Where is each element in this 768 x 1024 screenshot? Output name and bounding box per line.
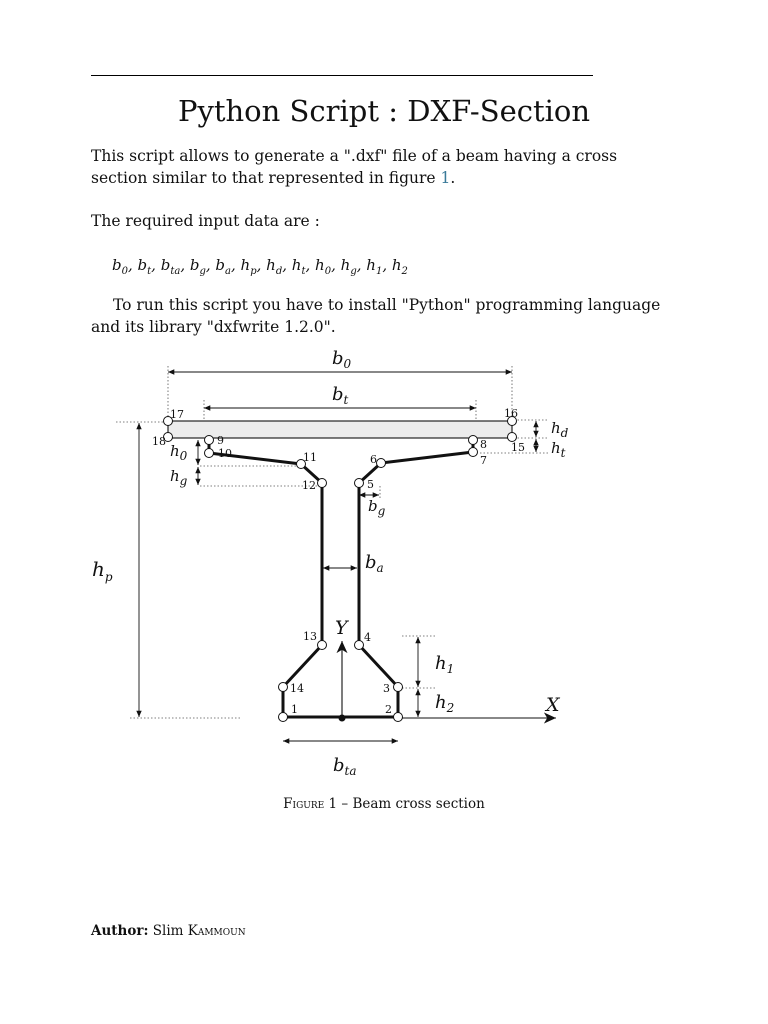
variable-subscript: 0 bbox=[121, 266, 128, 277]
variable-base: b bbox=[160, 256, 171, 274]
dim-label-hd: $h_d$ bbox=[551, 419, 569, 440]
variable-base: h bbox=[340, 256, 351, 274]
node-label: 18 bbox=[152, 435, 166, 448]
node-label: 17 bbox=[170, 408, 184, 421]
dim-label-bg: $b_g$ bbox=[368, 497, 386, 518]
variable-subscript: 2 bbox=[401, 266, 408, 277]
variable-base: h bbox=[291, 256, 302, 274]
dim-label-ht: $h_t$ bbox=[551, 439, 566, 460]
node-label: 2 bbox=[385, 703, 392, 716]
node-6 bbox=[377, 459, 386, 468]
page-title: Python Script : DXF-Section bbox=[177, 94, 591, 128]
variable-subscript: t bbox=[147, 266, 152, 277]
node-12 bbox=[318, 479, 327, 488]
node-label: 9 bbox=[217, 434, 224, 447]
variable-subscript: t bbox=[301, 266, 306, 277]
node-2 bbox=[394, 713, 403, 722]
dim-label-hg: $h_g$ bbox=[170, 467, 188, 488]
node-label: 5 bbox=[367, 478, 374, 491]
author-first-name: Slim bbox=[152, 923, 184, 939]
node-label: 4 bbox=[364, 631, 371, 644]
section-nodes bbox=[164, 417, 517, 722]
y-axis-label: Y bbox=[335, 617, 348, 639]
figure-caption-label: Figure 1 bbox=[283, 796, 338, 812]
dim-label-ba: $b_a$ bbox=[365, 552, 384, 575]
variable-subscript: d bbox=[275, 266, 283, 277]
dim-label-hp: $h_p$ bbox=[92, 557, 113, 584]
variable-base: h bbox=[240, 256, 251, 274]
dim-label-bt: $b_t$ bbox=[332, 384, 349, 407]
variable-subscript: ta bbox=[170, 266, 181, 277]
node-13 bbox=[318, 641, 327, 650]
variable-base: b bbox=[189, 256, 200, 274]
node-label: 13 bbox=[303, 630, 317, 643]
input-variable-list: $b_0$, $b_t$, $b_{ta}$, $b_g$, $b_a$, $h_p$, $h_d$, $h_t$, $h_0$, $h_g$, $h_1$, $h_2$ bbox=[112, 256, 408, 277]
variable-base: h bbox=[366, 256, 376, 274]
figure-reference-link[interactable]: 1 bbox=[440, 169, 451, 187]
node-1 bbox=[279, 713, 288, 722]
required-input-heading: The required input data are : bbox=[91, 212, 320, 230]
dim-label-h1: $h_1$ bbox=[435, 653, 455, 676]
node-label: 7 bbox=[480, 454, 487, 467]
node-label: 16 bbox=[504, 407, 518, 420]
node-label: 11 bbox=[303, 451, 317, 464]
variable-subscript: a bbox=[225, 266, 231, 277]
x-axis-label: X bbox=[546, 694, 560, 716]
run-instructions: To run this script you have to install "Python" programming language and its library "dxfwrite 1.2.0". bbox=[91, 296, 661, 336]
node-9 bbox=[205, 436, 214, 445]
variable-base: b bbox=[112, 256, 122, 274]
node-4 bbox=[355, 641, 364, 650]
variable-subscript: g bbox=[199, 266, 206, 277]
variable-base: b bbox=[215, 256, 226, 274]
node-label: 14 bbox=[290, 682, 304, 695]
dim-label-bta: $b_{ta}$ bbox=[333, 755, 357, 778]
node-label: 6 bbox=[370, 453, 377, 466]
variable-subscript: 1 bbox=[375, 266, 383, 277]
author-label: Author: bbox=[91, 923, 149, 939]
node-label: 8 bbox=[480, 438, 487, 451]
node-label: 1 bbox=[291, 703, 298, 716]
origin-point bbox=[339, 715, 346, 722]
node-3 bbox=[394, 683, 403, 692]
author-last-name: Kammoun bbox=[187, 923, 246, 939]
node-10 bbox=[205, 449, 214, 458]
figure-caption-text: – Beam cross section bbox=[337, 796, 485, 812]
variable-subscript: g bbox=[350, 266, 357, 277]
intro-end: . bbox=[450, 169, 456, 187]
variable-base: h bbox=[391, 256, 402, 274]
intro-text: This script allows to generate a ".dxf" file of a beam having a cross section similar to that represented in figure bbox=[91, 147, 618, 187]
variable-base: b bbox=[137, 256, 148, 274]
author-line bbox=[91, 923, 246, 939]
variable-subscript: p bbox=[250, 266, 257, 277]
node-8 bbox=[469, 436, 478, 445]
dim-label-h2: $h_2$ bbox=[435, 692, 455, 715]
node-label: 15 bbox=[511, 441, 525, 454]
node-label: 3 bbox=[383, 682, 390, 695]
dim-label-b0: $b_0$ bbox=[332, 348, 352, 371]
figure-caption bbox=[0, 796, 768, 812]
node-14 bbox=[279, 683, 288, 692]
node-label: 10 bbox=[218, 447, 232, 460]
variable-base: h bbox=[266, 256, 276, 274]
variable-subscript: 0 bbox=[324, 266, 332, 277]
node-7 bbox=[469, 448, 478, 457]
beam-section-outline bbox=[209, 439, 473, 717]
node-label: 12 bbox=[302, 479, 316, 492]
node-5 bbox=[355, 479, 364, 488]
variable-base: h bbox=[315, 256, 325, 274]
dim-label-h0: $h_0$ bbox=[170, 442, 188, 463]
